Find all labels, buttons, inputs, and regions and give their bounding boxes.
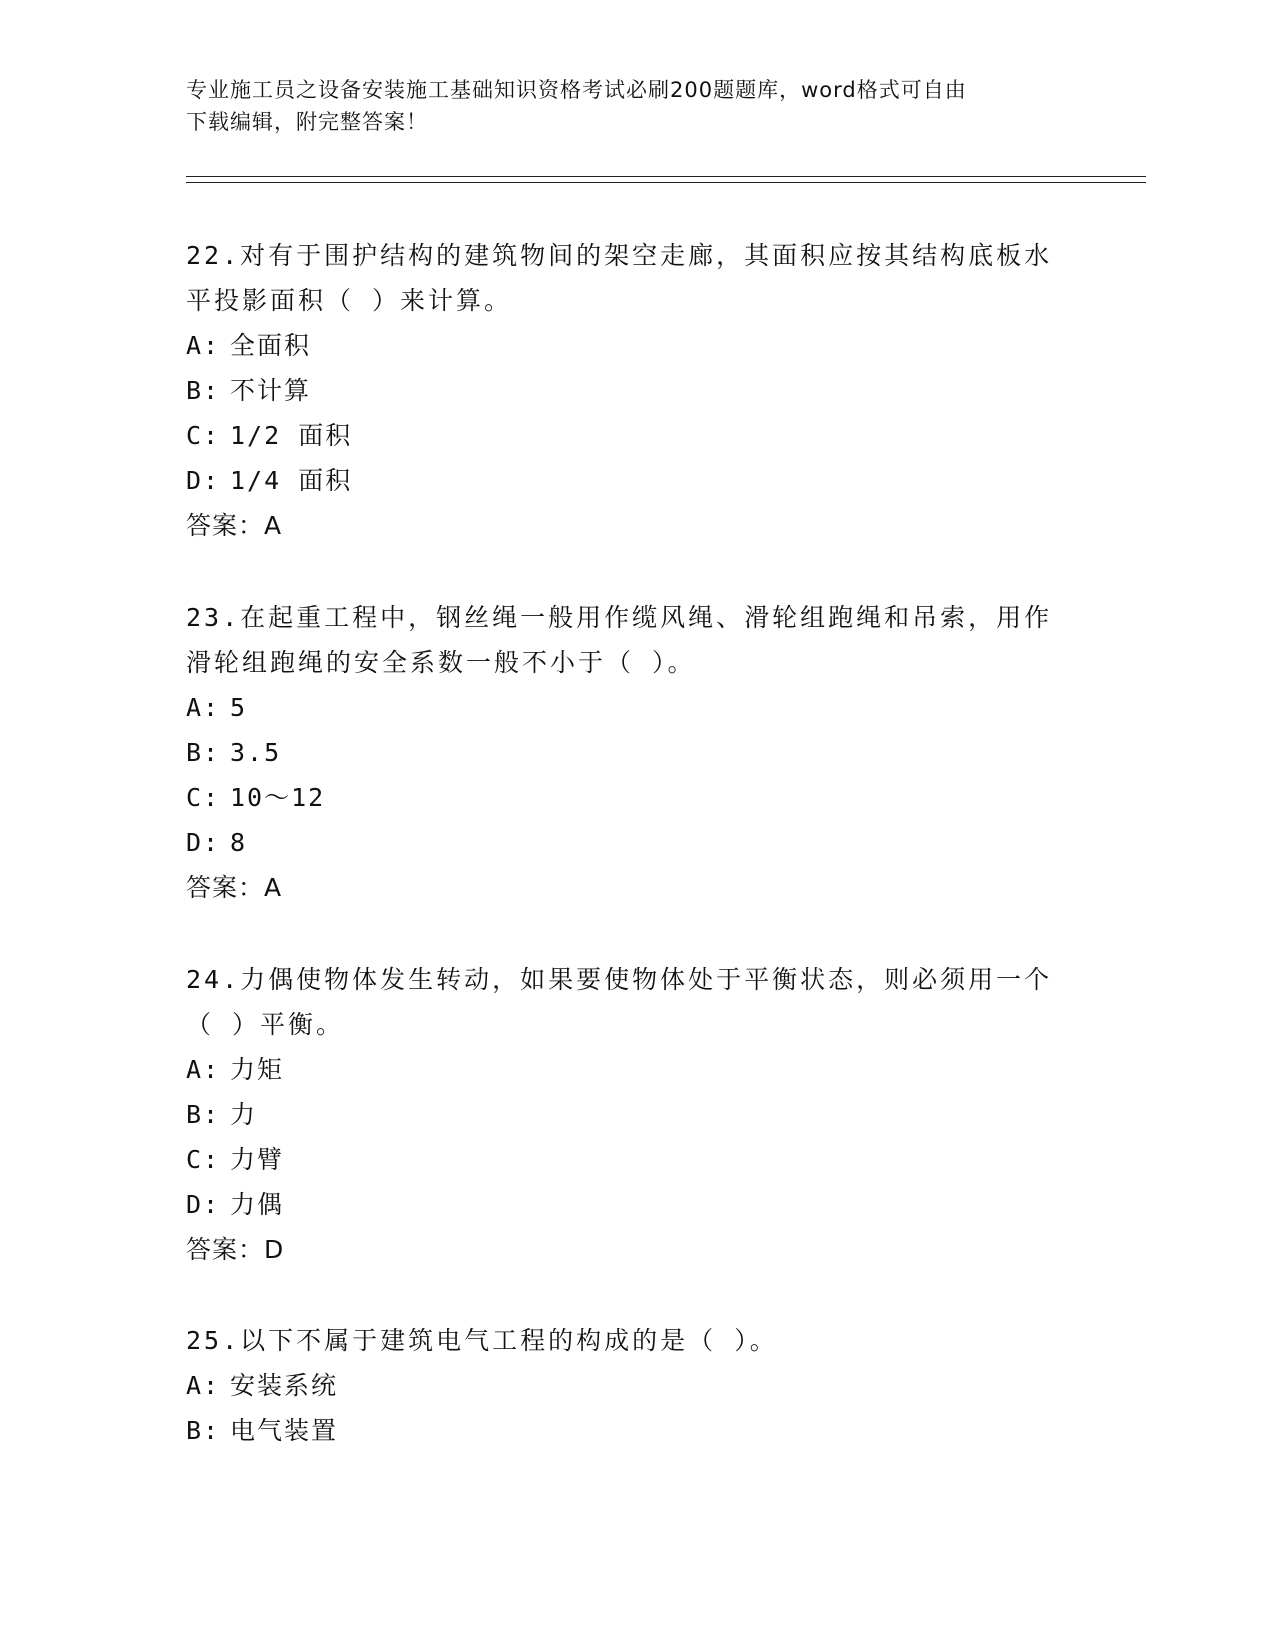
option-a xyxy=(186,1363,1086,1408)
option-text: 力矩 xyxy=(230,1055,285,1084)
option-b xyxy=(186,1408,1086,1453)
option-d xyxy=(186,458,1086,503)
option-text: 3.5 xyxy=(230,738,282,767)
option-d xyxy=(186,820,1086,865)
option-letter: B: xyxy=(186,376,221,405)
document-header xyxy=(186,74,1066,138)
answer-line: 答案：A xyxy=(186,873,283,902)
option-text: 力 xyxy=(230,1100,258,1129)
option-text: 安装系统 xyxy=(230,1371,339,1400)
option-text: 电气装置 xyxy=(230,1416,339,1445)
option-letter: A: xyxy=(186,1055,221,1084)
option-letter: C: xyxy=(186,783,221,812)
answer-line: 答案：D xyxy=(186,1235,285,1264)
header-line-1: 专业施工员之设备安装施工基础知识资格考试必刷200题题库，word格式可自由 xyxy=(186,78,967,102)
question-24 xyxy=(186,957,1086,1272)
question-stem xyxy=(186,1318,1086,1363)
question-stem xyxy=(186,595,1086,685)
option-letter: C: xyxy=(186,1145,221,1174)
option-text: 8 xyxy=(230,828,248,857)
option-b xyxy=(186,1092,1086,1137)
option-letter: B: xyxy=(186,1416,221,1445)
question-stem-line-1: 25.以下不属于建筑电气工程的构成的是（ ）。 xyxy=(186,1326,778,1355)
option-c xyxy=(186,775,1086,820)
option-a xyxy=(186,685,1086,730)
header-line-2: 下载编辑，附完整答案！ xyxy=(186,110,428,134)
question-22 xyxy=(186,233,1086,548)
option-text: 力臂 xyxy=(230,1145,285,1174)
question-stem-line-2: （ ）平衡。 xyxy=(186,1010,345,1039)
option-letter: B: xyxy=(186,738,221,767)
option-text: 全面积 xyxy=(230,331,312,360)
question-stem-line-1: 24.力偶使物体发生转动，如果要使物体处于平衡状态，则必须用一个 xyxy=(186,965,1053,994)
option-letter: A: xyxy=(186,331,221,360)
option-letter: B: xyxy=(186,1100,221,1129)
option-a xyxy=(186,1047,1086,1092)
option-text: 1/4 面积 xyxy=(230,466,353,495)
question-stem-line-1: 22.对有于围护结构的建筑物间的架空走廊，其面积应按其结构底板水 xyxy=(186,241,1053,270)
header-divider-top xyxy=(186,176,1146,177)
option-c xyxy=(186,1137,1086,1182)
option-a xyxy=(186,323,1086,368)
option-text: 5 xyxy=(230,693,248,722)
option-text: 1/2 面积 xyxy=(230,421,353,450)
option-c xyxy=(186,413,1086,458)
question-stem xyxy=(186,233,1086,323)
question-stem-line-2: 平投影面积（ ）来计算。 xyxy=(186,286,513,315)
option-text: 力偶 xyxy=(230,1190,285,1219)
question-stem xyxy=(186,957,1086,1047)
option-letter: D: xyxy=(186,466,221,495)
option-text: 不计算 xyxy=(230,376,312,405)
option-letter: A: xyxy=(186,1371,221,1400)
option-b xyxy=(186,368,1086,413)
question-23 xyxy=(186,595,1086,910)
option-d xyxy=(186,1182,1086,1227)
question-stem-line-2: 滑轮组跑绳的安全系数一般不小于（ ）。 xyxy=(186,648,696,677)
question-stem-line-1: 23.在起重工程中，钢丝绳一般用作缆风绳、滑轮组跑绳和吊索，用作 xyxy=(186,603,1053,632)
option-letter: D: xyxy=(186,828,221,857)
option-b xyxy=(186,730,1086,775)
header-divider-bottom xyxy=(186,182,1146,183)
option-letter: D: xyxy=(186,1190,221,1219)
option-letter: C: xyxy=(186,421,221,450)
option-letter: A: xyxy=(186,693,221,722)
option-text: 10～12 xyxy=(230,783,326,812)
answer-line: 答案：A xyxy=(186,511,283,540)
question-25 xyxy=(186,1318,1086,1453)
